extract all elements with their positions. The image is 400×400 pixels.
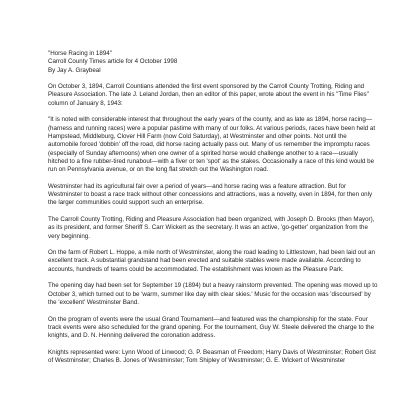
paragraph: Westminster had its agricultural fair over a period of years—and horse racing was a feature attraction. But for Westminster to boast a race track without other concessions and attractions, was a novelty, even in 1894, for then only the larger communities could support such an enterprise.: [48, 182, 373, 207]
article-byline: By Jay A. Graybeal: [48, 66, 101, 74]
paragraph: Knights represented were: Lynn Wood of Linwood; G. P. Beasman of Freedom; Harry Davis of Westminster; Robert Gist of Westminster; Charles B. Jones of Westminster; Tom Shipley of Westminster; G. E. Wickert of Westminster: [48, 348, 376, 364]
article-title: "Horse Racing in 1894": [48, 50, 112, 57]
paragraph: On the farm of Robert L. Hoppe, a mile north of Westminster, along the road leading to Littlestown, had been laid out an excellent track. A substantial grandstand had been erected and suitable stables were made available. According to accounts, hundreds of teams could be accommodated. The establishment was known as the Pleasure Park.: [48, 249, 375, 273]
article-source: Carroll County Times article for 4 October 1998: [48, 58, 178, 66]
paragraph: The Carroll County Trotting, Riding and Pleasure Association had been organized, with Joseph D. Brooks (then Mayor), as its president, and former Sheriff S. Carr Wickert as the secretary. It was an active, 'go-getter' organization from the very beginning.: [48, 215, 375, 240]
paragraph: The opening day had been set for September 19 (1894) but a heavy rainstorm prevented. The opening was moved up to October 3, which turned out to be 'warm, summer like day with clear skies.' Music for the occasion was 'discoursed' by the 'excellent' Westminster Band.: [48, 282, 378, 306]
article-body: [48, 50, 378, 374]
header-spacer: [48, 75, 378, 83]
paragraph: "It is noted with considerable interest that throughout the early years of the county, and as late as 1894, horse racing—(harness and running races) were a popular pastime with many of our folks. At various periods, races have been held at Hampstead, Middleburg, Clover Hill Farm (now Cold Saturday), at Westminster and other points. Not until the automobile forced 'dobbin' off the road, did horse racing actually pass out. Many of us remember the impromptu races (especially of Sunday afternoons) when one owner of a spirited horse would challenge another to a race—usually hitched to a fine rubber-tired runabout—with a fiver or ten 'spot' as the stakes. Occasionally a race of this kind would be run on Pennsylvania avenue, or on the long flat stretch out the Washington road.: [48, 116, 376, 174]
paragraph: On October 3, 1894, Carroll Countians attended the first event sponsored by the Carroll County Trotting, Riding and Pleasure Association. The late J. Leland Jordan, then an editor of this paper, wrote about the event in his "Time Flies" column of January 8, 1943:: [48, 83, 369, 107]
paragraph: On the program of events were the usual Grand Tournament—and featured was the championship for the state. Four track events were also scheduled for the grand opening. For the tournament, Guy W. Steele delivered the charge to the knights, and D. N. Henning delivered the coronation address.: [48, 315, 375, 340]
